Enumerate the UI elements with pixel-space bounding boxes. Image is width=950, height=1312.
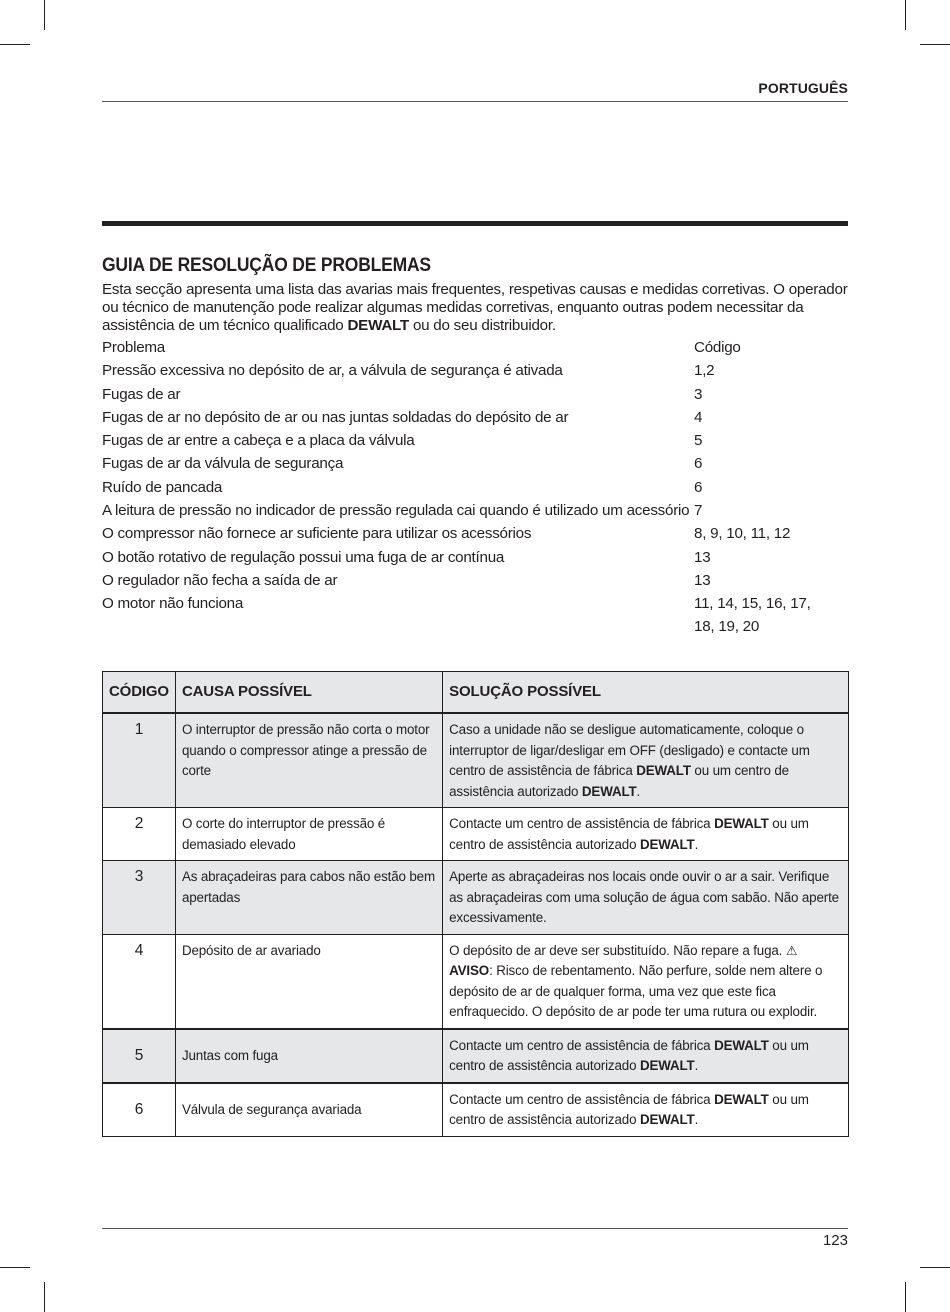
crop-mark (44, 0, 45, 30)
problem-text: Ruído de pancada (102, 478, 223, 496)
problem-code-continued: 18, 19, 20 (694, 618, 760, 636)
problem-code: 7 (694, 502, 703, 520)
problem-row (102, 409, 848, 432)
problem-header: Problema (102, 339, 165, 356)
row-code: 3 (103, 861, 176, 935)
brand-name: DEWALT (714, 1037, 769, 1053)
solution-text: Caso a unidade não se desligue automaticamente, coloque o interruptor de ligar/desligar em OFF (desligado) e contacte um centro de assistência de fábrica (449, 722, 810, 778)
troubleshooting-table (102, 671, 849, 1137)
problem-list-header (102, 339, 848, 362)
problem-code: 5 (694, 432, 703, 450)
row-solution (443, 808, 849, 861)
solution-text: ou um centro de assistência autorizado (449, 1091, 809, 1127)
problem-row (102, 549, 848, 572)
row-code: 5 (103, 1029, 176, 1083)
solution-text: . (636, 783, 641, 799)
problem-code: 6 (694, 455, 703, 473)
problem-code: 1,2 (694, 362, 715, 380)
brand-name: DEWALT (581, 783, 637, 799)
row-cause: Depósito de ar avariado (175, 934, 442, 1029)
code-header: Código (694, 339, 741, 356)
table-header-row (103, 672, 849, 714)
brand-name: DEWALT (639, 1058, 695, 1073)
intro-text-end: ou do seu distribuidor. (408, 317, 556, 334)
solution-text: Contacte um centro de assistência de fábrica (449, 1091, 715, 1107)
problem-text: O motor não funciona (102, 595, 244, 613)
warning-triangle-icon: ⚠ (785, 942, 798, 958)
solution-text: ou um centro de assistência autorizado (449, 1037, 809, 1073)
crop-mark (905, 1282, 906, 1312)
solution-text: O depósito de ar deve ser substituído. Não repare a fuga. (449, 942, 786, 958)
solution-text: . (694, 836, 699, 852)
row-solution: Aperte as abraçadeiras nos locais onde ouvir o ar a sair. Verifique as abraçadeiras com uma solução de água com sabão. Não aperte excessivamente. (443, 861, 849, 935)
problem-row (102, 572, 848, 595)
problem-text: A leitura de pressão no indicador de pressão regulada cai quando é utilizado um acessório (102, 502, 690, 520)
row-solution (443, 713, 849, 808)
section-divider (102, 221, 848, 226)
problem-text: Fugas de ar da válvula de segurança (102, 455, 344, 473)
row-cause: As abraçadeiras para cabos não estão bem apertadas (175, 861, 442, 935)
problem-row (102, 362, 848, 385)
problem-text: Pressão excessiva no depósito de ar, a válvula de segurança é ativada (102, 362, 563, 380)
table-row (103, 713, 849, 808)
solution-text: . (694, 1058, 699, 1073)
table-row (103, 934, 849, 1029)
problem-text: O regulador não fecha a saída de ar (102, 571, 338, 589)
problem-row (102, 525, 848, 548)
problem-list (102, 339, 848, 636)
solution-text: . (694, 1112, 699, 1127)
column-header-solution: SOLUÇÃO POSSÍVEL (443, 672, 849, 714)
problem-row (102, 432, 848, 455)
row-code: 2 (103, 808, 176, 861)
row-code: 6 (103, 1083, 176, 1137)
warning-label: AVISO (449, 963, 490, 978)
problem-code: 6 (694, 478, 703, 496)
problem-text: Fugas de ar (102, 385, 181, 403)
row-cause: O corte do interruptor de pressão é demasiado elevado (175, 808, 442, 861)
solution-text: ou um centro de assistência autorizado (449, 816, 809, 852)
row-cause: Válvula de segurança avariada (175, 1083, 442, 1137)
row-cause: O interruptor de pressão não corta o motor quando o compressor atinge a pressão de corte (175, 713, 442, 808)
problem-text: O compressor não fornece ar suficiente para utilizar os acessórios (102, 525, 532, 543)
solution-text: ou um centro de assistência autorizado (449, 763, 789, 799)
problem-code: 13 (694, 548, 711, 566)
crop-mark (920, 1267, 950, 1268)
intro-paragraph (102, 281, 848, 335)
row-cause: Juntas com fuga (175, 1029, 442, 1083)
solution-text: : Risco de rebentamento. Não perfure, solde nem altere o depósito de ar de qualquer forma, uma vez que este fica enfraquecido. O depósito de ar pode ter uma rutura ou explodir. (449, 963, 823, 1019)
crop-mark (905, 0, 906, 30)
problem-code: 11, 14, 15, 16, 17, (694, 595, 811, 613)
solution-text: Contacte um centro de assistência de fábrica (449, 816, 715, 831)
language-label: PORTUGUÊS (758, 80, 848, 96)
problem-row (102, 386, 848, 409)
footer-divider (102, 1228, 848, 1229)
row-code: 4 (103, 934, 176, 1029)
intro-text: Esta secção apresenta uma lista das avarias mais frequentes, respetivas causas e medidas corretivas. O operador ou técnico de manutenção pode realizar algumas medidas corretivas, enquanto outras podem necessitar da assistência de um técnico qualificado (102, 281, 848, 334)
brand-name: DEWALT (714, 816, 769, 831)
problem-code: 8, 9, 10, 11, 12 (694, 525, 791, 543)
problem-row (102, 455, 848, 478)
page-number: 123 (822, 1232, 848, 1249)
brand-name: DEWALT (639, 836, 695, 852)
row-solution (443, 1083, 849, 1137)
table-row (103, 1083, 849, 1137)
table-row (103, 861, 849, 935)
column-header-code: CÓDIGO (103, 672, 176, 714)
header-divider (102, 101, 848, 102)
problem-code: 3 (694, 385, 703, 403)
section-title: GUIA DE RESOLUÇÃO DE PROBLEMAS (102, 255, 431, 276)
row-code: 1 (103, 713, 176, 808)
problem-text: O botão rotativo de regulação possui uma fuga de ar contínua (102, 548, 505, 566)
brand-name: DEWALT (714, 1091, 769, 1107)
problem-text: Fugas de ar entre a cabeça e a placa da válvula (102, 432, 415, 450)
brand-name: DEWALT (639, 1112, 695, 1127)
row-solution (443, 1029, 849, 1083)
problem-row (102, 479, 848, 502)
problem-text: Fugas de ar no depósito de ar ou nas juntas soldadas do depósito de ar (102, 408, 569, 426)
brand-name: DEWALT (347, 317, 409, 334)
problem-row (102, 595, 848, 636)
table-row (103, 1029, 849, 1083)
problem-code: 13 (694, 571, 711, 589)
column-header-cause: CAUSA POSSÍVEL (175, 672, 442, 714)
problem-row (102, 502, 848, 525)
table-row (103, 808, 849, 861)
brand-name: DEWALT (636, 763, 691, 778)
solution-text: Contacte um centro de assistência de fábrica (449, 1037, 715, 1053)
row-solution (443, 934, 849, 1029)
crop-mark (0, 1267, 30, 1268)
problem-code: 4 (694, 408, 703, 426)
crop-mark (44, 1282, 45, 1312)
crop-mark (0, 44, 30, 45)
crop-mark (920, 44, 950, 45)
